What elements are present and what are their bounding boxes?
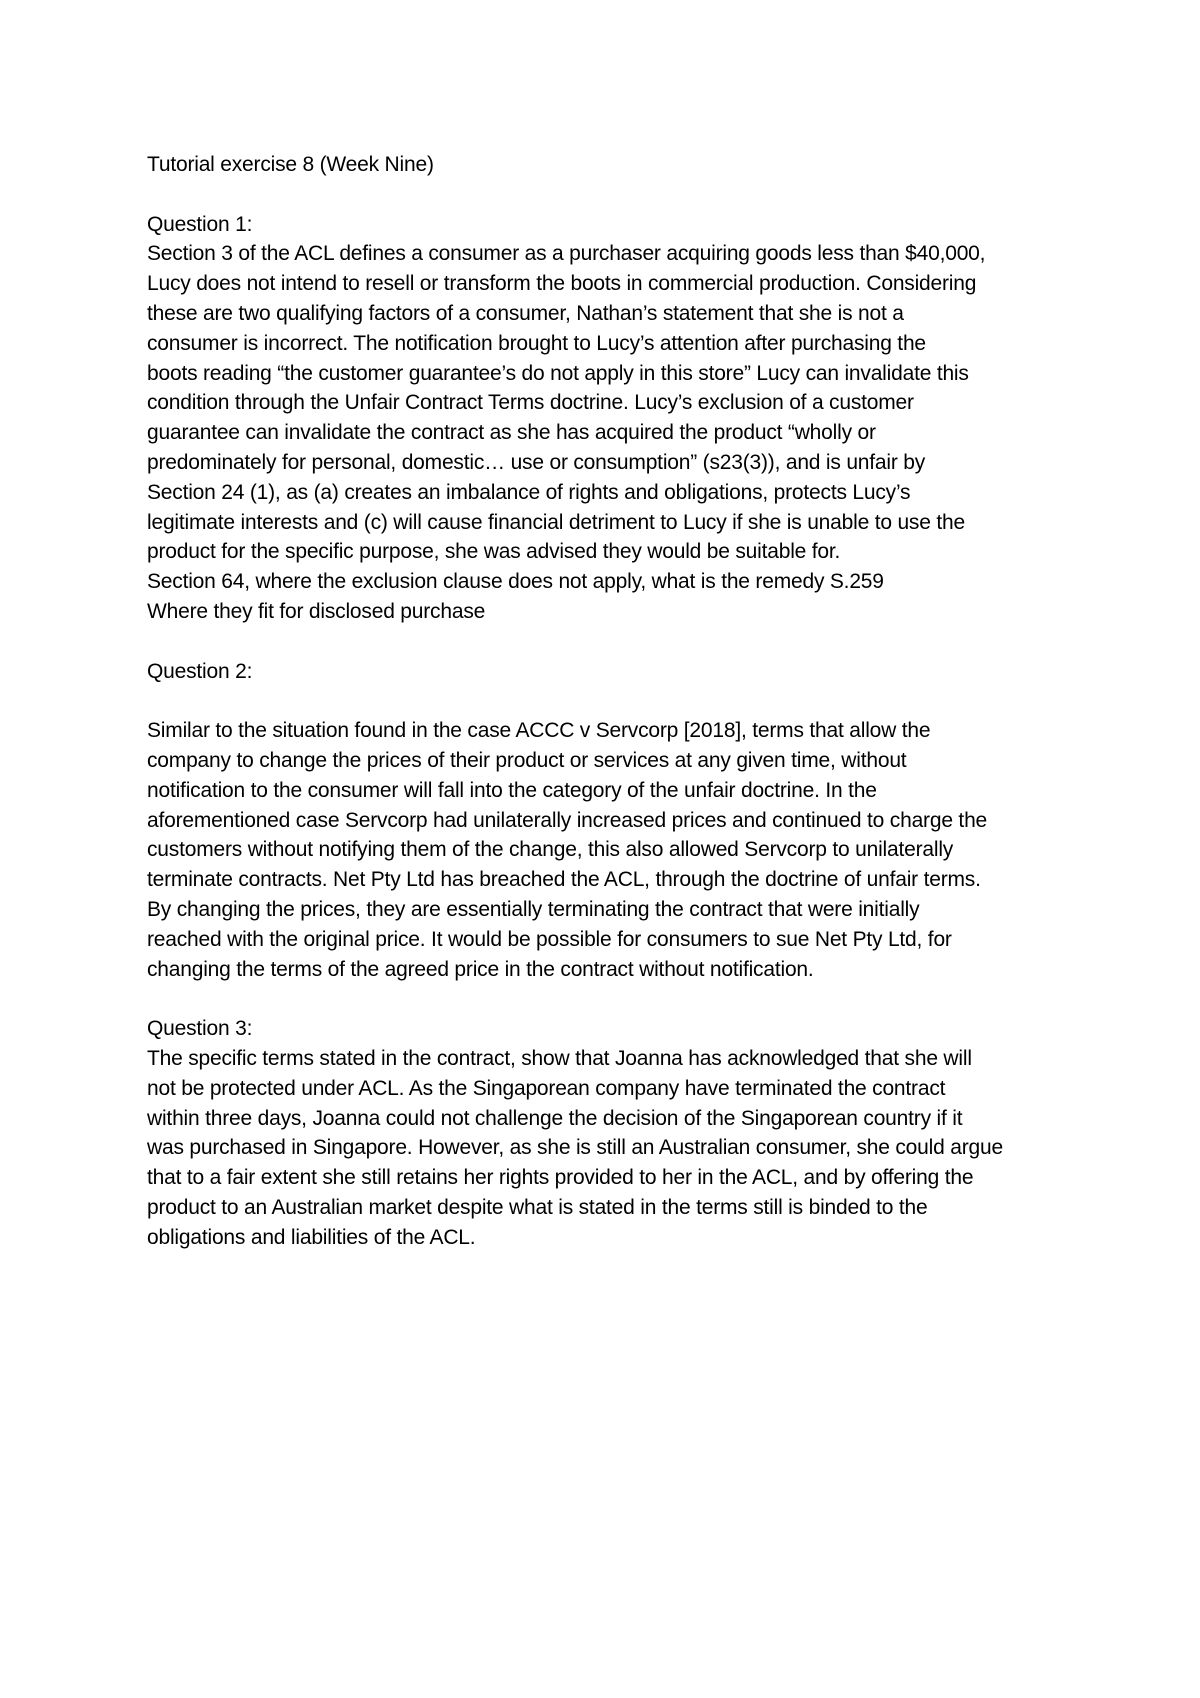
text-line: terminate contracts. Net Pty Ltd has breached the ACL, through the doctrine of unfair terms. (147, 868, 981, 892)
text-line: product to an Australian market despite what is stated in the terms still is binded to the (147, 1195, 928, 1219)
text-line: boots reading “the customer guarantee’s do not apply in this store” Lucy can invalidate this (147, 361, 969, 385)
text-line: these are two qualifying factors of a consumer, Nathan’s statement that she is not a (147, 301, 904, 325)
question-1-answer (147, 239, 1067, 626)
text-line: changing the terms of the agreed price in the contract without notification. (147, 957, 814, 981)
document-body (147, 150, 1067, 1252)
text-line: was purchased in Singapore. However, as she is still an Australian consumer, she could argue (147, 1136, 1003, 1160)
text-line: By changing the prices, they are essentially terminating the contract that were initially (147, 897, 920, 921)
text-line: Lucy does not intend to resell or transform the boots in commercial production. Considering (147, 272, 977, 296)
question-1-heading: Question 1: (147, 212, 253, 236)
text-line: Section 24 (1), as (a) creates an imbalance of rights and obligations, protects Lucy’s (147, 480, 911, 504)
spacer (147, 686, 1067, 716)
question-3-answer (147, 1044, 1067, 1253)
text-line: Section 3 of the ACL defines a consumer as a purchaser acquiring goods less than $40,000, (147, 242, 986, 266)
text-line: not be protected under ACL. As the Singaporean company have terminated the contract (147, 1076, 946, 1100)
text-line: that to a fair extent she still retains her rights provided to her in the ACL, and by offering the (147, 1166, 974, 1190)
text-line: company to change the prices of their product or services at any given time, without (147, 748, 907, 772)
spacer (147, 984, 1067, 1014)
text-line: condition through the Unfair Contract Terms doctrine. Lucy’s exclusion of a customer (147, 391, 914, 415)
text-line: guarantee can invalidate the contract as she has acquired the product “wholly or (147, 421, 876, 445)
text-line: predominately for personal, domestic… use or consumption” (s23(3)), and is unfair by (147, 450, 926, 474)
document-title: Tutorial exercise 8 (Week Nine) (147, 153, 434, 176)
question-2-heading: Question 2: (147, 659, 253, 683)
text-line: reached with the original price. It would be possible for consumers to sue Net Pty Ltd, for (147, 927, 952, 951)
text-line: Section 64, where the exclusion clause does not apply, what is the remedy S.259 (147, 570, 884, 594)
text-line: customers without notifying them of the change, this also allowed Servcorp to unilaterally (147, 838, 954, 862)
question-2-answer (147, 716, 1067, 984)
text-line: The specific terms stated in the contract, show that Joanna has acknowledged that she will (147, 1046, 972, 1070)
text-line: within three days, Joanna could not challenge the decision of the Singaporean country if it (147, 1106, 963, 1130)
spacer (147, 180, 1067, 210)
text-line: legitimate interests and (c) will cause financial detriment to Lucy if she is unable to use the (147, 510, 965, 534)
text-line: product for the specific purpose, she was advised they would be suitable for. (147, 540, 841, 564)
text-line: obligations and liabilities of the ACL. (147, 1225, 476, 1249)
text-line: aforementioned case Servcorp had unilaterally increased prices and continued to charge the (147, 808, 988, 832)
text-line: Where they fit for disclosed purchase (147, 599, 486, 623)
spacer (147, 627, 1067, 657)
text-line: notification to the consumer will fall into the category of the unfair doctrine. In the (147, 778, 877, 802)
question-3-heading: Question 3: (147, 1017, 253, 1041)
text-line: Similar to the situation found in the case ACCC v Servcorp [2018], terms that allow the (147, 719, 931, 743)
text-line: consumer is incorrect. The notification brought to Lucy’s attention after purchasing the (147, 331, 926, 355)
